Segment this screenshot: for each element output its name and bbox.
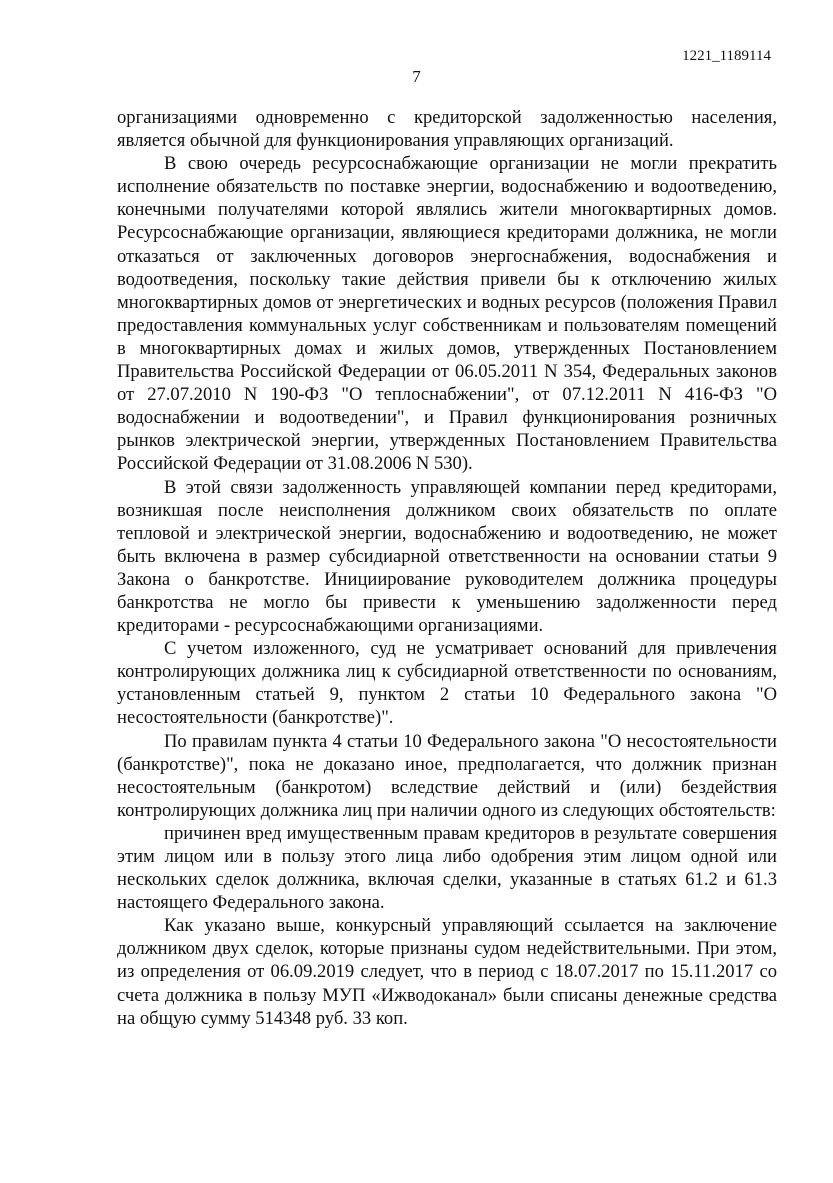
document-id: 1221_1189114	[682, 48, 771, 64]
paragraph-5: По правилам пункта 4 статьи 10 Федерального закона "О несостоятельности (банкротстве)", пока не доказано иное, предполагается, что должник признан несостоятельным (банкротом) вследствие действий и (или) бездействия контролирующих должника лиц при наличии одного из следующих обстоятельств:	[117, 730, 777, 821]
page-number: 7	[412, 67, 421, 86]
document-body	[117, 106, 777, 1030]
paragraph-7: Как указано выше, конкурсный управляющий ссылается на заключение должником двух сделок, которые признаны судом недействительными. При этом, из определения от 06.09.2019 следует, что в период с 18.07.2017 по 15.11.2017 со счета должника в пользу МУП «Ижводоканал» были списаны денежные средства на общую сумму 514348 руб. 33 коп.	[117, 915, 777, 1029]
paragraph-6: причинен вред имущественным правам кредиторов в результате совершения этим лицом или в пользу этого лица либо одобрения этим лицом одной или нескольких сделок должника, включая сделки, указанные в статьях 61.2 и 61.3 настоящего Федерального закона.	[117, 822, 777, 914]
paragraph-1: организациями одновременно с кредиторской задолженностью населения, является обычной для функционирования управляющих организаций.	[117, 107, 777, 152]
paragraph-2: В свою очередь ресурсоснабжающие организации не могли прекратить исполнение обязательств по поставке энергии, водоснабжению и водоотведению, конечными получателями которой являлись жители многоквартирных домов. Ресурсоснабжающие организации, являющиеся кредиторами должника, не могли отказаться от заключенных договоров энергоснабжения, водоснабжения и водоотведения, поскольку такие действия привели бы к отключению жилых многоквартирных домов от энергетических и водных ресурсов (положения Правил предоставления коммунальных услуг собственникам и пользователям помещений в многоквартирных домах и жилых домов, утвержденных Постановлением Правительства Российской Федерации от 06.05.2011 N 354, Федеральных законов от 27.07.2010 N 190-ФЗ "О теплоснабжении", от 07.12.2011 N 416-ФЗ "О водоснабжении и водоотведении", и Правил функционирования розничных рынков электрической энергии, утвержденных Постановлением Правительства Российской Федерации от 31.08.2006 N 530).	[117, 153, 777, 475]
paragraph-4: С учетом изложенного, суд не усматривает оснований для привлечения контролирующих должника лиц к субсидиарной ответственности по основаниям, установленным статьей 9, пунктом 2 статьи 10 Федерального закона "О несостоятельности (банкротстве)".	[117, 638, 777, 729]
paragraph-3: В этой связи задолженность управляющей компании перед кредиторами, возникшая после неисполнения должником своих обязательств по оплате тепловой и электрической энергии, водоснабжению и водоотведению, не может быть включена в размер субсидиарной ответственности на основании статьи 9 Закона о банкротстве. Инициирование руководителем должника процедуры банкротства не могло бы привести к уменьшению задолженности перед кредиторами - ресурсоснабжающими организациями.	[117, 476, 777, 637]
